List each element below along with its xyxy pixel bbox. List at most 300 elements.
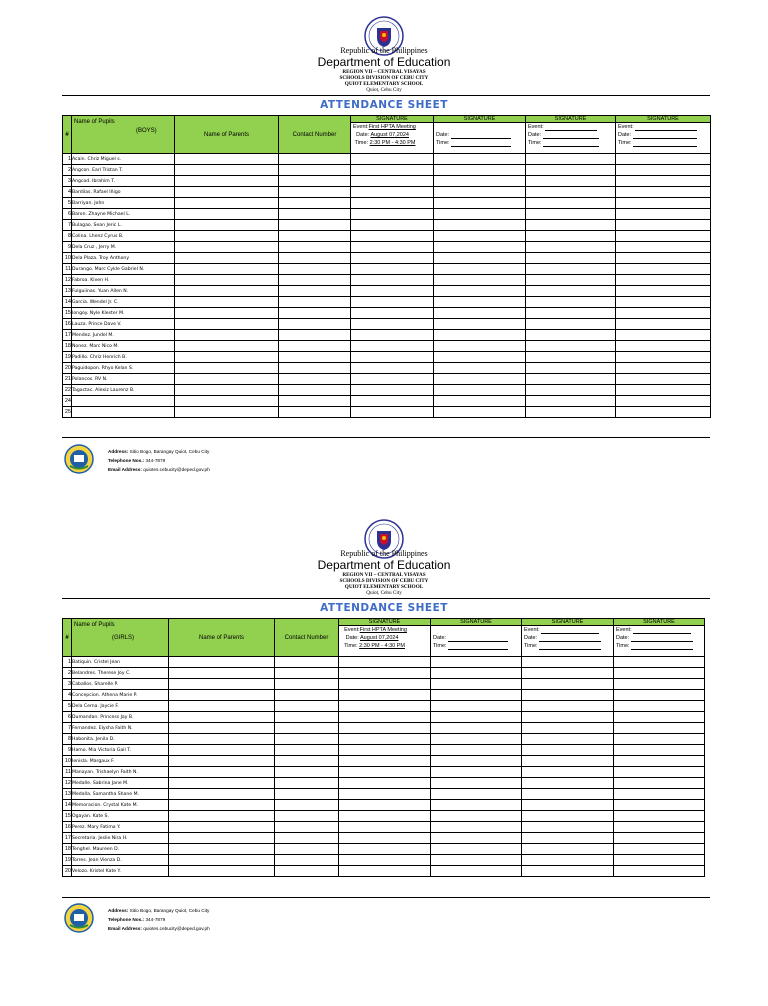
contact-cell[interactable] — [275, 822, 339, 833]
table-row — [63, 811, 705, 822]
parent-name-cell[interactable] — [169, 734, 275, 745]
pupil-name: Ienisla. Margaux F. — [72, 756, 169, 767]
signature-cell[interactable] — [614, 657, 705, 668]
header-divider — [62, 95, 710, 96]
signature-cell[interactable] — [351, 176, 434, 187]
row-number: 7 — [63, 723, 72, 734]
contact-cell[interactable] — [275, 800, 339, 811]
pupil-name: Nonez. Marc Nico M. — [72, 341, 175, 352]
signature-cell[interactable] — [434, 231, 526, 242]
signature-cell[interactable] — [351, 363, 434, 374]
signature-cell[interactable] — [616, 385, 711, 396]
signature-cell[interactable] — [522, 657, 614, 668]
contact-cell[interactable] — [275, 668, 339, 679]
parent-name-cell[interactable] — [175, 264, 279, 275]
contact-cell[interactable] — [275, 844, 339, 855]
signature-cell[interactable] — [351, 220, 434, 231]
signature-cell[interactable] — [526, 286, 616, 297]
signature-cell[interactable] — [434, 264, 526, 275]
row-number: 10 — [63, 756, 72, 767]
parent-name-cell[interactable] — [169, 657, 275, 668]
parent-name-cell[interactable] — [175, 187, 279, 198]
signature-cell[interactable] — [616, 286, 711, 297]
signature-cell[interactable] — [616, 363, 711, 374]
parent-name-cell[interactable] — [175, 363, 279, 374]
signature-cell[interactable] — [431, 756, 522, 767]
contact-cell[interactable] — [275, 855, 339, 866]
signature-cell[interactable] — [351, 154, 434, 165]
parent-name-cell[interactable] — [175, 341, 279, 352]
signature-cell[interactable] — [339, 723, 431, 734]
signature-cell[interactable] — [339, 712, 431, 723]
signature-cell[interactable] — [522, 844, 614, 855]
parent-name-cell[interactable] — [169, 723, 275, 734]
signature-cell[interactable] — [434, 330, 526, 341]
signature-cell[interactable] — [339, 833, 431, 844]
signature-cell[interactable] — [614, 822, 705, 833]
pupil-name: Habonita. Jenila D. — [72, 734, 169, 745]
signature-cell[interactable] — [339, 690, 431, 701]
signature-cell[interactable] — [522, 767, 614, 778]
pupil-name: Garcia. Wendel Jr. C. — [72, 297, 175, 308]
contact-cell[interactable] — [279, 198, 351, 209]
signature-cell[interactable] — [616, 341, 711, 352]
row-number: 8 — [63, 231, 72, 242]
signature-cell[interactable] — [351, 165, 434, 176]
parent-name-cell[interactable] — [169, 789, 275, 800]
signature-cell[interactable] — [616, 220, 711, 231]
signature-cell[interactable] — [431, 767, 522, 778]
signature-cell[interactable] — [526, 396, 616, 407]
parent-name-cell[interactable] — [175, 253, 279, 264]
signature-cell[interactable] — [616, 209, 711, 220]
parent-name-cell[interactable] — [175, 154, 279, 165]
signature-cell[interactable] — [614, 866, 705, 877]
parent-name-cell[interactable] — [175, 385, 279, 396]
signature-cell[interactable] — [522, 833, 614, 844]
parent-name-cell[interactable] — [169, 679, 275, 690]
signature-cell[interactable] — [431, 679, 522, 690]
signature-cell[interactable] — [616, 253, 711, 264]
parent-name-cell[interactable] — [175, 352, 279, 363]
contact-cell[interactable] — [275, 789, 339, 800]
signature-cell[interactable] — [526, 253, 616, 264]
signature-cell[interactable] — [526, 154, 616, 165]
signature-cell[interactable] — [616, 407, 711, 418]
parent-name-cell[interactable] — [175, 198, 279, 209]
parent-name-cell[interactable] — [175, 275, 279, 286]
parent-name-cell[interactable] — [169, 668, 275, 679]
signature-cell[interactable] — [522, 679, 614, 690]
signature-cell[interactable] — [431, 657, 522, 668]
parent-name-cell[interactable] — [175, 231, 279, 242]
parent-name-cell[interactable] — [175, 374, 279, 385]
contact-cell[interactable] — [275, 679, 339, 690]
contact-cell[interactable] — [279, 165, 351, 176]
signature-cell[interactable] — [434, 407, 526, 418]
contact-cell[interactable] — [275, 866, 339, 877]
signature-cell[interactable] — [351, 187, 434, 198]
signature-cell[interactable] — [434, 396, 526, 407]
parent-name-cell[interactable] — [169, 855, 275, 866]
signature-cell[interactable] — [351, 352, 434, 363]
signature-cell[interactable] — [431, 778, 522, 789]
signature-cell[interactable] — [614, 855, 705, 866]
signature-cell[interactable] — [339, 789, 431, 800]
signature-cell[interactable] — [434, 286, 526, 297]
contact-cell[interactable] — [279, 275, 351, 286]
contact-cell[interactable] — [275, 811, 339, 822]
signature-cell[interactable] — [339, 778, 431, 789]
signature-cell[interactable] — [434, 242, 526, 253]
pupil-name: Caballos. Sharelle P. — [72, 679, 169, 690]
contact-cell[interactable] — [279, 286, 351, 297]
signature-cell[interactable] — [522, 723, 614, 734]
signature-cell[interactable] — [616, 319, 711, 330]
signature-cell[interactable] — [434, 341, 526, 352]
signature-cell[interactable] — [526, 385, 616, 396]
signature-cell[interactable] — [431, 745, 522, 756]
signature-cell[interactable] — [522, 800, 614, 811]
republic-text: Republic of the Philippines — [340, 549, 428, 558]
contact-cell[interactable] — [279, 341, 351, 352]
signature-cell[interactable] — [431, 668, 522, 679]
signature-cell[interactable] — [616, 330, 711, 341]
signature-cell[interactable] — [616, 297, 711, 308]
table-row — [63, 231, 711, 242]
signature-cell[interactable] — [434, 187, 526, 198]
parent-name-cell[interactable] — [169, 756, 275, 767]
contact-cell[interactable] — [279, 209, 351, 220]
parent-name-cell[interactable] — [175, 176, 279, 187]
signature-cell[interactable] — [614, 778, 705, 789]
signature-cell[interactable] — [351, 330, 434, 341]
contact-cell[interactable] — [279, 187, 351, 198]
parent-name-cell[interactable] — [169, 844, 275, 855]
signature-cell[interactable] — [434, 209, 526, 220]
parent-name-cell[interactable] — [175, 220, 279, 231]
contact-cell[interactable] — [279, 363, 351, 374]
signature-cell[interactable] — [351, 341, 434, 352]
signature-cell[interactable] — [339, 679, 431, 690]
signature-cell[interactable] — [351, 385, 434, 396]
signature-cell[interactable] — [434, 374, 526, 385]
contact-cell[interactable] — [275, 734, 339, 745]
pupil-name — [72, 396, 175, 407]
signature-cell[interactable] — [431, 723, 522, 734]
signature-cell[interactable] — [526, 198, 616, 209]
parent-name-cell[interactable] — [175, 165, 279, 176]
event-cell-4: Event: Date: Time: — [616, 123, 711, 154]
signature-cell[interactable] — [431, 822, 522, 833]
contact-cell[interactable] — [279, 308, 351, 319]
signature-cell[interactable] — [522, 690, 614, 701]
signature-cell[interactable] — [431, 712, 522, 723]
signature-cell[interactable] — [616, 374, 711, 385]
signature-cell[interactable] — [434, 220, 526, 231]
parent-name-cell[interactable] — [169, 811, 275, 822]
signature-cell[interactable] — [431, 844, 522, 855]
signature-cell[interactable] — [526, 297, 616, 308]
signature-cell[interactable] — [526, 209, 616, 220]
signature-cell[interactable] — [431, 789, 522, 800]
signature-cell[interactable] — [339, 822, 431, 833]
parent-name-cell[interactable] — [175, 407, 279, 418]
signature-cell[interactable] — [434, 253, 526, 264]
signature-cell[interactable] — [351, 231, 434, 242]
signature-cell[interactable] — [522, 811, 614, 822]
parent-name-cell[interactable] — [169, 866, 275, 877]
parent-name-cell[interactable] — [169, 778, 275, 789]
parent-name-cell[interactable] — [169, 745, 275, 756]
parent-name-cell[interactable] — [169, 712, 275, 723]
footer-address: Sitio Bogo, Barangay Quiot, Cebu City — [129, 908, 210, 913]
signature-cell[interactable] — [526, 176, 616, 187]
signature-cell[interactable] — [616, 187, 711, 198]
table-row — [63, 220, 711, 231]
signature-cell[interactable] — [614, 844, 705, 855]
signature-cell[interactable] — [431, 833, 522, 844]
row-number: 18 — [63, 844, 72, 855]
row-number: 24 — [63, 396, 72, 407]
signature-cell[interactable] — [351, 264, 434, 275]
contact-cell[interactable] — [279, 319, 351, 330]
signature-cell[interactable] — [522, 866, 614, 877]
signature-cell[interactable] — [434, 297, 526, 308]
signature-cell[interactable] — [526, 231, 616, 242]
school-text: QUIOT ELEMENTARY SCHOOL — [344, 584, 424, 590]
signature-cell[interactable] — [431, 855, 522, 866]
contact-cell[interactable] — [275, 767, 339, 778]
parent-name-cell[interactable] — [169, 800, 275, 811]
signature-cell[interactable] — [614, 679, 705, 690]
signature-cell[interactable] — [431, 866, 522, 877]
contact-cell[interactable] — [279, 385, 351, 396]
signature-cell[interactable] — [351, 253, 434, 264]
signature-cell[interactable] — [431, 811, 522, 822]
parent-name-cell[interactable] — [175, 308, 279, 319]
parent-name-cell[interactable] — [175, 209, 279, 220]
signature-cell[interactable] — [431, 800, 522, 811]
signature-cell[interactable] — [434, 154, 526, 165]
parent-name-cell[interactable] — [169, 690, 275, 701]
signature-cell[interactable] — [522, 712, 614, 723]
contact-cell[interactable] — [279, 396, 351, 407]
signature-cell[interactable] — [526, 187, 616, 198]
signature-cell[interactable] — [522, 745, 614, 756]
region-text: REGION VII – CENTRAL VISAYAS — [342, 572, 426, 578]
parent-name-cell[interactable] — [169, 833, 275, 844]
signature-cell[interactable] — [526, 242, 616, 253]
signature-cell[interactable] — [351, 374, 434, 385]
signature-cell[interactable] — [616, 165, 711, 176]
signature-cell[interactable] — [614, 811, 705, 822]
time-value: 2:30 PM - 4:30 PM — [369, 140, 416, 146]
signature-cell[interactable] — [351, 396, 434, 407]
signature-cell[interactable] — [339, 668, 431, 679]
signature-cell[interactable] — [614, 767, 705, 778]
pupil-name: Hamo. Mia Victoria Gail T. — [72, 745, 169, 756]
signature-cell[interactable] — [522, 778, 614, 789]
contact-cell[interactable] — [275, 833, 339, 844]
row-number: 4 — [63, 690, 72, 701]
signature-cell[interactable] — [522, 822, 614, 833]
signature-cell[interactable] — [434, 198, 526, 209]
signature-cell[interactable] — [526, 264, 616, 275]
contact-cell[interactable] — [279, 374, 351, 385]
signature-cell[interactable] — [351, 198, 434, 209]
signature-cell[interactable] — [431, 690, 522, 701]
signature-cell[interactable] — [434, 308, 526, 319]
parent-name-cell[interactable] — [169, 701, 275, 712]
contact-cell[interactable] — [275, 690, 339, 701]
signature-cell[interactable] — [526, 352, 616, 363]
signature-cell[interactable] — [434, 275, 526, 286]
signature-cell[interactable] — [526, 363, 616, 374]
signature-cell[interactable] — [614, 668, 705, 679]
contact-cell[interactable] — [279, 154, 351, 165]
signature-cell[interactable] — [351, 308, 434, 319]
contact-cell[interactable] — [275, 701, 339, 712]
signature-cell[interactable] — [614, 734, 705, 745]
table-row — [63, 165, 711, 176]
signature-cell[interactable] — [614, 789, 705, 800]
contact-cell[interactable] — [275, 723, 339, 734]
signature-cell[interactable] — [434, 319, 526, 330]
signature-cell[interactable] — [339, 745, 431, 756]
signature-cell[interactable] — [431, 701, 522, 712]
signature-cell[interactable] — [339, 657, 431, 668]
signature-cell[interactable] — [616, 308, 711, 319]
parent-name-cell[interactable] — [175, 319, 279, 330]
signature-cell[interactable] — [614, 701, 705, 712]
signature-cell[interactable] — [614, 712, 705, 723]
contact-cell[interactable] — [279, 253, 351, 264]
signature-cell[interactable] — [351, 319, 434, 330]
signature-cell[interactable] — [339, 767, 431, 778]
signature-cell[interactable] — [339, 866, 431, 877]
signature-cell[interactable] — [522, 855, 614, 866]
contact-cell[interactable] — [275, 657, 339, 668]
row-number: 15 — [63, 811, 72, 822]
contact-cell[interactable] — [279, 176, 351, 187]
signature-cell[interactable] — [614, 833, 705, 844]
signature-cell[interactable] — [522, 756, 614, 767]
parent-name-cell[interactable] — [175, 286, 279, 297]
contact-cell[interactable] — [279, 407, 351, 418]
contact-cell[interactable] — [275, 712, 339, 723]
school-text: QUIOT ELEMENTARY SCHOOL — [344, 81, 424, 87]
row-number: 14 — [63, 297, 72, 308]
signature-cell[interactable] — [616, 231, 711, 242]
signature-cell[interactable] — [431, 734, 522, 745]
signature-cell[interactable] — [614, 800, 705, 811]
signature-cell[interactable] — [339, 734, 431, 745]
parent-name-cell[interactable] — [175, 330, 279, 341]
signature-cell[interactable] — [616, 242, 711, 253]
pupil-name: Ogayan. Kate S. — [72, 811, 169, 822]
signature-cell[interactable] — [434, 165, 526, 176]
signature-cell[interactable] — [526, 330, 616, 341]
signature-cell[interactable] — [339, 701, 431, 712]
signature-cell[interactable] — [339, 811, 431, 822]
contact-cell[interactable] — [279, 264, 351, 275]
signature-cell[interactable] — [339, 800, 431, 811]
signature-cell[interactable] — [522, 701, 614, 712]
contact-cell[interactable] — [279, 242, 351, 253]
row-number: 5 — [63, 198, 72, 209]
signature-cell[interactable] — [522, 668, 614, 679]
parent-name-cell[interactable] — [175, 242, 279, 253]
signature-cell[interactable] — [616, 198, 711, 209]
row-number: 18 — [63, 341, 72, 352]
signature-cell[interactable] — [339, 756, 431, 767]
signature-cell[interactable] — [351, 242, 434, 253]
signature-cell[interactable] — [614, 690, 705, 701]
signature-cell[interactable] — [339, 844, 431, 855]
contact-cell[interactable] — [275, 778, 339, 789]
signature-cell[interactable] — [351, 407, 434, 418]
signature-cell[interactable] — [614, 756, 705, 767]
signature-cell[interactable] — [526, 275, 616, 286]
signature-cell[interactable] — [522, 789, 614, 800]
signature-cell[interactable] — [616, 154, 711, 165]
signature-cell[interactable] — [526, 374, 616, 385]
signature-cell[interactable] — [616, 352, 711, 363]
signature-cell[interactable] — [351, 286, 434, 297]
signature-cell[interactable] — [434, 363, 526, 374]
parent-name-cell[interactable] — [169, 822, 275, 833]
signature-cell[interactable] — [616, 264, 711, 275]
contact-cell[interactable] — [279, 231, 351, 242]
signature-cell[interactable] — [339, 855, 431, 866]
attendance-title: ATTENDANCE SHEET — [320, 99, 448, 111]
parent-name-cell[interactable] — [169, 767, 275, 778]
row-number: 22 — [63, 385, 72, 396]
contact-cell[interactable] — [275, 745, 339, 756]
table-row — [63, 407, 711, 418]
contact-cell[interactable] — [275, 756, 339, 767]
signature-cell[interactable] — [614, 723, 705, 734]
signature-cell[interactable] — [526, 165, 616, 176]
department-text: Department of Education — [317, 55, 451, 69]
parent-name-cell[interactable] — [175, 297, 279, 308]
parent-name-cell[interactable] — [175, 396, 279, 407]
contact-cell[interactable] — [279, 352, 351, 363]
contact-cell[interactable] — [279, 330, 351, 341]
contact-cell[interactable] — [279, 297, 351, 308]
signature-cell[interactable] — [434, 352, 526, 363]
signature-cell[interactable] — [614, 745, 705, 756]
signature-cell[interactable] — [526, 341, 616, 352]
signature-cell[interactable] — [526, 308, 616, 319]
signature-header-3: SIGNATURE — [522, 619, 614, 626]
signature-cell[interactable] — [351, 297, 434, 308]
contact-cell[interactable] — [279, 220, 351, 231]
signature-cell[interactable] — [351, 275, 434, 286]
signature-cell[interactable] — [616, 396, 711, 407]
signature-cell[interactable] — [526, 407, 616, 418]
signature-cell[interactable] — [434, 385, 526, 396]
signature-cell[interactable] — [526, 220, 616, 231]
signature-cell[interactable] — [616, 275, 711, 286]
signature-cell[interactable] — [434, 176, 526, 187]
signature-cell[interactable] — [526, 319, 616, 330]
girls-label: (GIRLS) — [112, 635, 135, 641]
signature-cell[interactable] — [351, 209, 434, 220]
signature-cell[interactable] — [522, 734, 614, 745]
signature-cell[interactable] — [616, 176, 711, 187]
